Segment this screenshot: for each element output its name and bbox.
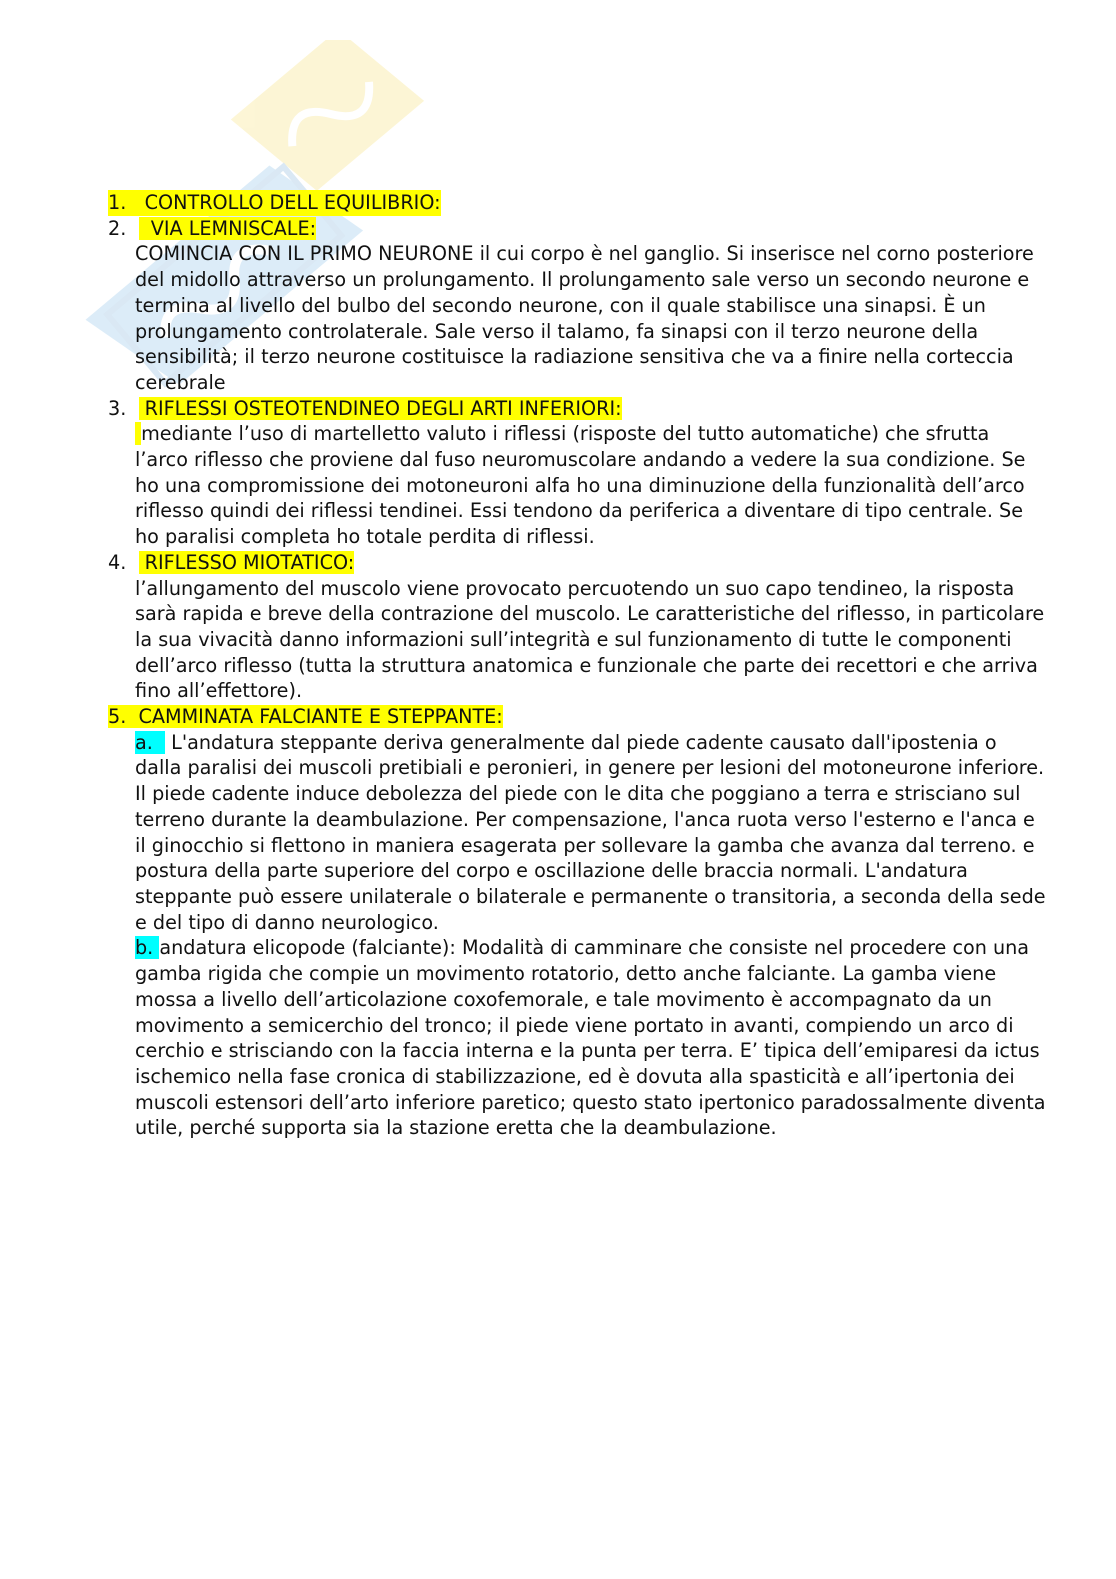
item-4-title: [139, 551, 355, 574]
item-3-body: [135, 421, 1048, 550]
item-5-number: 5.: [108, 705, 127, 729]
item-2-body: COMINCIA CON IL PRIMO NEURONE il cui corpo è nel ganglio. Si inserisce nel corno posteriore del midollo attraverso un prolungamento. Il prolungamento sale verso un secondo neurone e termina al livello del bulbo del secondo neurone, con il quale stabilisce una sinapsi. È un prolungamento controlaterale. Sale verso il talamo, fa sinapsi con il terzo neurone della sensibilità; il terzo neurone costituisce la radiazione sensitiva che va a finire nella corteccia cerebrale: [135, 242, 1034, 394]
item-1-title: CONTROLLO DELL EQUILIBRIO:: [144, 191, 441, 214]
item-1-heading: [108, 190, 441, 216]
item-5-heading: [108, 705, 503, 728]
list-item-2: [108, 216, 1048, 396]
item-2-number: 2.: [108, 216, 127, 240]
item-2-title: [139, 217, 317, 240]
item-4-body: l’allungamento del muscolo viene provocato percuotendo un suo capo tendineo, la risposta sarà rapida e breve della contrazione del muscolo. Le caratteristiche del riflesso, in particolare la sua vivacità danno informazioni sull’integrità e sul funzionamento di tutte le componenti dell’arco riflesso (tutta la struttura anatomica e funzionale che parte dei recettori e che arriva fino all’effettore).: [135, 576, 1045, 703]
item-3-title: [139, 397, 622, 420]
item-2-title-text: VIA LEMNISCALE:: [150, 216, 317, 240]
item-5-title: CAMMINATA FALCIANTE E STEPPANTE:: [138, 705, 503, 729]
list-item-3: [108, 396, 1048, 550]
item-3-number: 3.: [108, 396, 127, 420]
item-5-subitem-a: [135, 730, 1048, 936]
document-body: [108, 190, 1048, 1141]
list-item-5: [108, 704, 1048, 1141]
list-item-4: [108, 550, 1048, 704]
subitem-b-letter: b.: [135, 936, 159, 959]
item-4-title-text: RIFLESSO MIOTATICO:: [144, 550, 355, 574]
subitem-a-letter: a.: [135, 731, 165, 754]
item-5-subitem-b: [135, 935, 1048, 1141]
list-item-1: [108, 190, 1048, 216]
item-3-title-text: RIFLESSI OSTEOTENDINEO DEGLI ARTI INFERIORI:: [144, 396, 622, 420]
subitem-b-text: andatura elicopode (falciante): Modalità di camminare che consiste nel procedere con una gamba rigida che compie un movimento rotatorio, detto anche falciante. La gamba viene mossa a livello dell’articolazione coxofemorale, e tale movimento è accompagnato da un movimento a semicerchio del tronco; il piede viene portato in avanti, compiendo un arco di cerchio e strisciando con la faccia interna e la punta per terra. E’ tipica dell’emiparesi da ictus ischemico nella fase cronica di stabilizzazione, ed è dovuta alla spasticità e all’ipertonia dei muscoli estensori dell’arto inferiore paretico; questo stato ipertonico paradossalmente diventa utile, perché supporta sia la stazione eretta che la deambulazione.: [135, 936, 1046, 1140]
item-4-number: 4.: [108, 550, 127, 574]
item-1-number: 1.: [108, 191, 127, 214]
item-3-body-text: mediante l’uso di martelletto valuto i riflessi (risposte del tutto automatiche) che sfrutta l’arco riflesso che proviene dal fuso neuromuscolare andando a vedere la sua condizione. Se ho una compromissione dei motoneuroni alfa ho una diminuzione della funzionalità dell’arco riflesso quindi dei riflessi tendinei. Essi tendono da periferica a diventare di tipo centrale. Se ho paralisi completa ho totale perdita di riflessi.: [135, 422, 1026, 549]
subitem-a-text: L'andatura steppante deriva generalmente dal piede cadente causato dall'ipostenia o dalla paralisi dei muscoli pretibiali e peronieri, in genere per lesioni del motoneurone inferiore. Il piede cadente induce debolezza del piede con le dita che poggiano a terra e strisciano sul terreno durante la deambulazione. Per compensazione, l'anca ruota verso l'esterno e l'anca e il ginocchio si flettono in maniera esagerata per sollevare la gamba che avanza dal terreno. e postura della parte superiore del corpo e oscillazione delle braccia normali. L'andatura steppante può essere unilaterale o bilaterale e permanente o transitoria, a seconda della sede e del tipo di danno neurologico.: [135, 730, 1046, 934]
